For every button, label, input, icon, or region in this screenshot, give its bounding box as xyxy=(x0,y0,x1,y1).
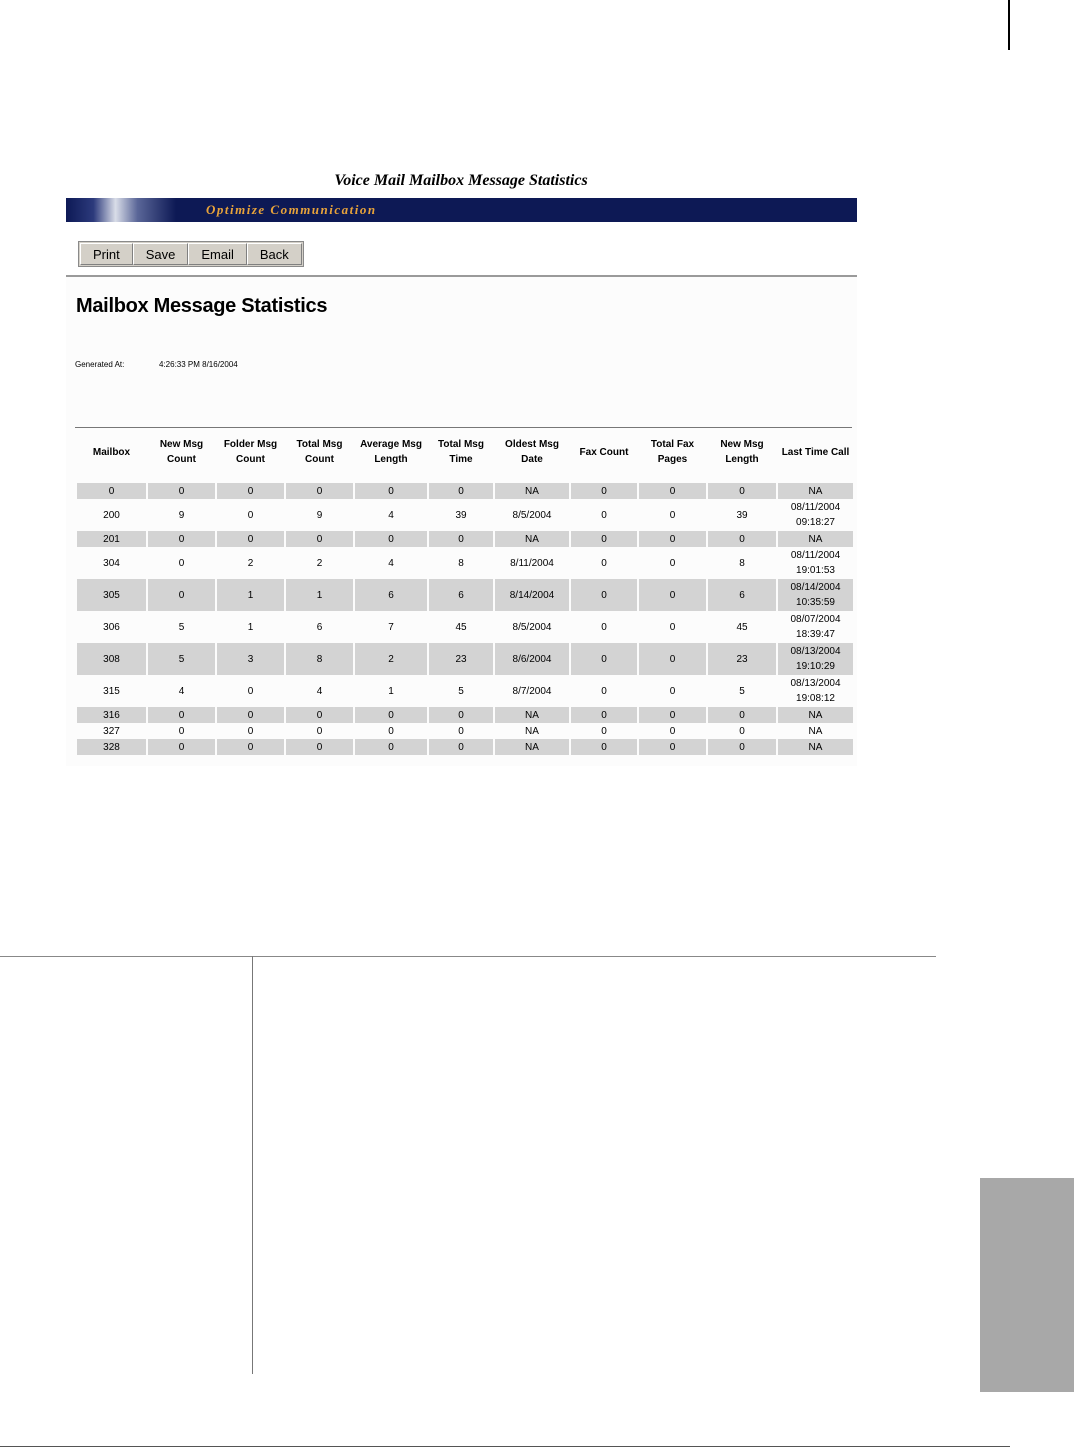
table-cell: 0 xyxy=(429,531,493,547)
table-row xyxy=(77,531,853,547)
table-cell: 0 xyxy=(639,739,706,755)
table-cell: 0 xyxy=(217,707,284,723)
table-cell xyxy=(778,531,853,547)
table-cell: 0 xyxy=(148,707,215,723)
table-row xyxy=(77,547,853,579)
table-row xyxy=(77,675,853,707)
table-cell: 0 xyxy=(571,707,637,723)
table-cell: 23 xyxy=(708,643,776,675)
table-cell: 306 xyxy=(103,621,120,633)
table-cell-line: 08/11/2004 xyxy=(790,502,841,513)
table-cell: 8 xyxy=(286,643,353,675)
table-cell: 9 xyxy=(178,509,185,521)
table-cell: 8/5/2004 xyxy=(512,621,552,633)
table-cell: 0 xyxy=(217,483,284,499)
table-cell xyxy=(778,483,853,499)
column-divider xyxy=(252,956,253,1374)
column-header xyxy=(148,429,215,475)
table-cell: 0 xyxy=(571,579,637,611)
table-cell: 4 xyxy=(178,685,185,697)
table-cell: 8/11/2004 xyxy=(510,557,554,569)
generated-value: 4:26:33 PM 8/16/2004 xyxy=(159,360,238,369)
table-cell: 0 xyxy=(669,725,676,737)
table-row xyxy=(77,611,853,643)
table-cell: 0 xyxy=(571,531,637,547)
section-divider xyxy=(0,956,936,957)
table-cell: 0 xyxy=(355,739,427,755)
table-cell: 4 xyxy=(388,557,394,569)
table-cell: NA xyxy=(525,725,539,737)
report-toolbar xyxy=(78,241,304,267)
table-cell: 8/14/2004 xyxy=(495,579,569,611)
table-cell: 5 xyxy=(739,685,745,697)
column-header-line: Count xyxy=(167,454,196,465)
table-cell: 2 xyxy=(316,557,323,569)
table-cell: 0 xyxy=(571,483,637,499)
column-header-line: New Msg xyxy=(720,439,764,450)
table-cell: 1 xyxy=(388,685,394,697)
table-cell: 0 xyxy=(429,483,493,499)
table-cell: 0 xyxy=(639,531,706,547)
column-header-line: New Msg xyxy=(159,439,204,450)
table-cell: 0 xyxy=(77,483,146,499)
table-cell: 23 xyxy=(429,643,493,675)
table-cell: 2 xyxy=(355,643,427,675)
table-cell: 0 xyxy=(458,725,464,737)
table-cell: 0 xyxy=(639,707,706,723)
table-cell: 0 xyxy=(601,685,607,697)
column-header xyxy=(429,429,493,475)
table-cell: 0 xyxy=(708,531,776,547)
table-cell: 9 xyxy=(316,509,323,521)
table-cell: 0 xyxy=(708,483,776,499)
column-header xyxy=(708,429,776,475)
table-cell: 0 xyxy=(669,621,676,633)
table-cell-line: NA xyxy=(808,485,823,497)
table-cell: 6 xyxy=(429,579,493,611)
table-cell xyxy=(778,723,853,739)
table-cell: 0 xyxy=(429,707,493,723)
table-cell: 6 xyxy=(316,621,323,633)
table-cell: 0 xyxy=(286,531,353,547)
table-cell-line: 08/07/2004 xyxy=(790,614,841,625)
column-header-line: Mailbox xyxy=(92,446,131,458)
table-cell: 8 xyxy=(739,557,745,569)
chapter-tab xyxy=(980,1178,1074,1392)
table-cell-line: NA xyxy=(808,741,823,753)
table-row xyxy=(77,579,853,611)
column-header-line: Fax Count xyxy=(579,446,629,458)
table-cell xyxy=(778,675,853,707)
table-cell-line: 19:08:12 xyxy=(796,693,835,704)
table-cell: 0 xyxy=(148,579,215,611)
column-header-line: Folder Msg xyxy=(223,439,278,450)
table-cell-line: 08/14/2004 xyxy=(790,582,841,593)
table-row xyxy=(77,499,853,531)
table-cell: 308 xyxy=(77,643,146,675)
table-cell: 0 xyxy=(355,707,427,723)
banner-logo-graphic xyxy=(66,198,176,222)
column-header-line: Oldest Msg Date xyxy=(505,439,559,465)
table-cell: 1 xyxy=(217,579,284,611)
report-window xyxy=(66,198,857,766)
top-rule xyxy=(1008,0,1010,50)
table-cell: 0 xyxy=(355,531,427,547)
table-cell: 316 xyxy=(77,707,146,723)
column-header-line: Total Fax xyxy=(650,439,695,450)
table-cell: 315 xyxy=(103,685,120,697)
table-cell: 0 xyxy=(639,483,706,499)
column-header-line: Pages xyxy=(657,454,688,465)
table-cell-line: 09:18:27 xyxy=(796,517,835,528)
table-cell: 328 xyxy=(77,739,146,755)
column-header xyxy=(355,429,427,475)
table-cell: 0 xyxy=(571,739,637,755)
statistics-table xyxy=(75,429,855,755)
table-cell-line: 08/11/2004 xyxy=(790,550,841,561)
table-cell: 0 xyxy=(708,739,776,755)
table-cell: 5 xyxy=(148,643,215,675)
table-cell: 327 xyxy=(103,725,120,737)
table-cell: 0 xyxy=(429,739,493,755)
table-cell: 0 xyxy=(388,725,394,737)
table-spacer xyxy=(77,475,853,483)
table-cell: 0 xyxy=(639,643,706,675)
table-cell: 39 xyxy=(455,509,467,521)
table-cell: NA xyxy=(495,483,569,499)
table-row xyxy=(77,483,853,499)
table-cell: NA xyxy=(495,707,569,723)
table-cell: 1 xyxy=(286,579,353,611)
table-top-rule xyxy=(75,427,852,428)
email-button[interactable]: Email xyxy=(188,243,247,265)
back-button[interactable]: Back xyxy=(247,243,302,265)
report-title: Mailbox Message Statistics xyxy=(76,295,328,317)
table-cell: 4 xyxy=(316,685,323,697)
column-header-line: Total Msg xyxy=(296,439,343,450)
table-cell-line: 10:35:59 xyxy=(796,597,835,608)
column-header-line: Length xyxy=(725,454,759,465)
table-row xyxy=(77,643,853,675)
table-cell-line: 18:39:47 xyxy=(796,629,835,640)
table-cell: 7 xyxy=(388,621,394,633)
table-cell: 0 xyxy=(148,483,215,499)
table-cell: 2 xyxy=(247,557,254,569)
table-cell xyxy=(778,643,853,675)
table-cell: 5 xyxy=(178,621,185,633)
table-cell: 0 xyxy=(217,531,284,547)
column-header xyxy=(778,429,853,475)
column-header-line: Length xyxy=(374,454,408,465)
table-cell: 0 xyxy=(247,725,254,737)
table-cell: 6 xyxy=(355,579,427,611)
table-cell: 304 xyxy=(103,557,120,569)
table-cell-line: 08/13/2004 xyxy=(790,646,841,657)
column-header xyxy=(571,429,637,475)
table-cell xyxy=(778,739,853,755)
table-cell: 0 xyxy=(601,557,607,569)
table-cell: 0 xyxy=(247,685,254,697)
table-cell: 45 xyxy=(455,621,467,633)
table-cell: 39 xyxy=(736,509,748,521)
bottom-rule xyxy=(0,1446,1010,1447)
table-cell: NA xyxy=(495,531,569,547)
table-cell: 8/6/2004 xyxy=(495,643,569,675)
table-cell: 1 xyxy=(247,621,254,633)
generated-label: Generated At: xyxy=(75,360,125,369)
table-cell: 0 xyxy=(601,509,607,521)
table-cell: 0 xyxy=(669,557,676,569)
table-cell: 0 xyxy=(178,725,185,737)
table-cell-line: 19:01:53 xyxy=(796,565,835,576)
table-cell: 0 xyxy=(355,483,427,499)
table-cell: 8/5/2004 xyxy=(512,509,552,521)
table-cell: 0 xyxy=(669,685,676,697)
table-cell-line: NA xyxy=(808,725,823,737)
report-body xyxy=(66,277,857,766)
table-cell-line: NA xyxy=(808,533,823,545)
column-header-line: Average Msg xyxy=(360,439,422,450)
table-header-row xyxy=(77,429,853,475)
table-cell: 305 xyxy=(77,579,146,611)
table-body xyxy=(77,475,853,755)
table-cell: 0 xyxy=(178,557,185,569)
table-cell: 0 xyxy=(708,707,776,723)
table-cell: 0 xyxy=(286,483,353,499)
column-header-line: Last Time Call xyxy=(781,446,850,458)
table-cell: 3 xyxy=(217,643,284,675)
table-cell: NA xyxy=(495,739,569,755)
table-cell-line: NA xyxy=(808,709,823,721)
table-cell xyxy=(778,707,853,723)
app-banner xyxy=(66,198,857,222)
column-header xyxy=(495,429,569,475)
table-row xyxy=(77,723,853,739)
table-cell: 4 xyxy=(388,509,394,521)
table-cell: 0 xyxy=(217,739,284,755)
table-cell: 0 xyxy=(739,725,745,737)
table-cell: 201 xyxy=(77,531,146,547)
table-cell xyxy=(778,579,853,611)
table-cell: 0 xyxy=(247,509,254,521)
table-cell: 0 xyxy=(286,707,353,723)
table-cell: 0 xyxy=(639,579,706,611)
table-cell: 8 xyxy=(458,557,464,569)
table-cell-line: 08/13/2004 xyxy=(790,678,841,689)
column-header-line: Total Msg xyxy=(438,439,484,450)
column-header-line: Time xyxy=(449,454,473,465)
table-cell: 0 xyxy=(148,531,215,547)
column-header-line: Count xyxy=(305,454,334,465)
table-cell: 0 xyxy=(669,509,676,521)
table-cell: 5 xyxy=(458,685,464,697)
table-cell xyxy=(778,499,853,531)
table-cell: 0 xyxy=(571,643,637,675)
table-row xyxy=(77,739,853,755)
screenshot-caption: Voice Mail Mailbox Message Statistics xyxy=(334,172,588,189)
column-header-line: Count xyxy=(236,454,265,465)
save-button[interactable]: Save xyxy=(133,243,189,265)
table-cell: 0 xyxy=(316,725,323,737)
column-header xyxy=(639,429,706,475)
table-cell-line: 19:10:29 xyxy=(796,661,835,672)
table-cell: 45 xyxy=(736,621,748,633)
table-cell: 0 xyxy=(601,621,607,633)
table-cell: 0 xyxy=(286,739,353,755)
table-cell: 8/7/2004 xyxy=(512,685,552,697)
table-cell: 0 xyxy=(148,739,215,755)
print-button[interactable]: Print xyxy=(80,243,133,265)
table-cell: 200 xyxy=(103,509,120,521)
banner-slogan: Optimize Communication xyxy=(206,202,377,217)
table-row xyxy=(77,707,853,723)
table-cell xyxy=(778,611,853,643)
table-cell: 0 xyxy=(601,725,607,737)
column-header xyxy=(286,429,353,475)
column-header xyxy=(77,429,146,475)
table-cell xyxy=(778,547,853,579)
table-cell: 6 xyxy=(708,579,776,611)
column-header xyxy=(217,429,284,475)
